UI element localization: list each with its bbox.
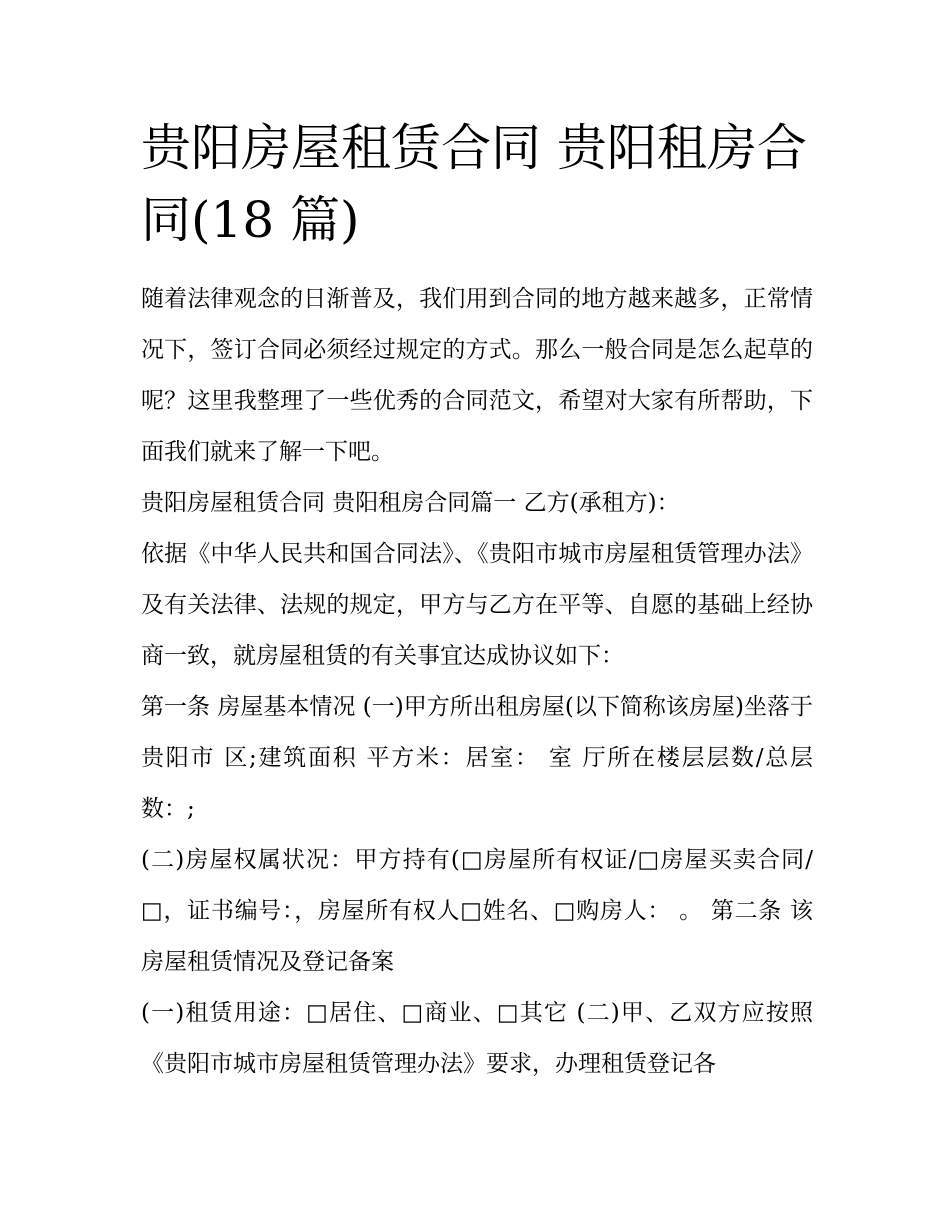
document-body bbox=[141, 274, 813, 1090]
document-content bbox=[141, 112, 813, 1090]
paragraph-article-one: 第一条 房屋基本情况 (一)甲方所出租房屋(以下简称该房屋)坐落于贵阳市 区;建筑面积 平方米：居室： 室 厅所在楼层层数/总层数：; bbox=[141, 694, 813, 822]
document-title: 贵阳房屋租赁合同 贵阳租房合同(18 篇) bbox=[141, 119, 807, 249]
paragraph-ownership: (二)房屋权属状况：甲方持有(□房屋所有权证/□房屋买卖合同/□，证书编号：，房屋所有权人□姓名、□购房人： 。 第二条 该房屋租赁情况及登记备案 bbox=[141, 847, 813, 975]
paragraph-lease-use: (一)租赁用途：□居住、□商业、□其它 (二)甲、乙双方应按照《贵阳市城市房屋租赁管理办法》要求，办理租赁登记各 bbox=[141, 1000, 813, 1077]
paragraph-section-heading: 贵阳房屋租赁合同 贵阳租房合同篇一 乙方(承租方)： bbox=[141, 490, 680, 516]
paragraph-legal-basis: 依据《中华人民共和国合同法》、《贵阳市城市房屋租赁管理办法》及有关法律、法规的规定，甲方与乙方在平等、自愿的基础上经协商一致，就房屋租赁的有关事宜达成协议如下： bbox=[141, 541, 813, 669]
paragraph-intro: 随着法律观念的日渐普及，我们用到合同的地方越来越多，正常情况下，签订合同必须经过规定的方式。那么一般合同是怎么起草的呢？这里我整理了一些优秀的合同范文，希望对大家有所帮助，下面我们就来了解一下吧。 bbox=[141, 286, 813, 465]
